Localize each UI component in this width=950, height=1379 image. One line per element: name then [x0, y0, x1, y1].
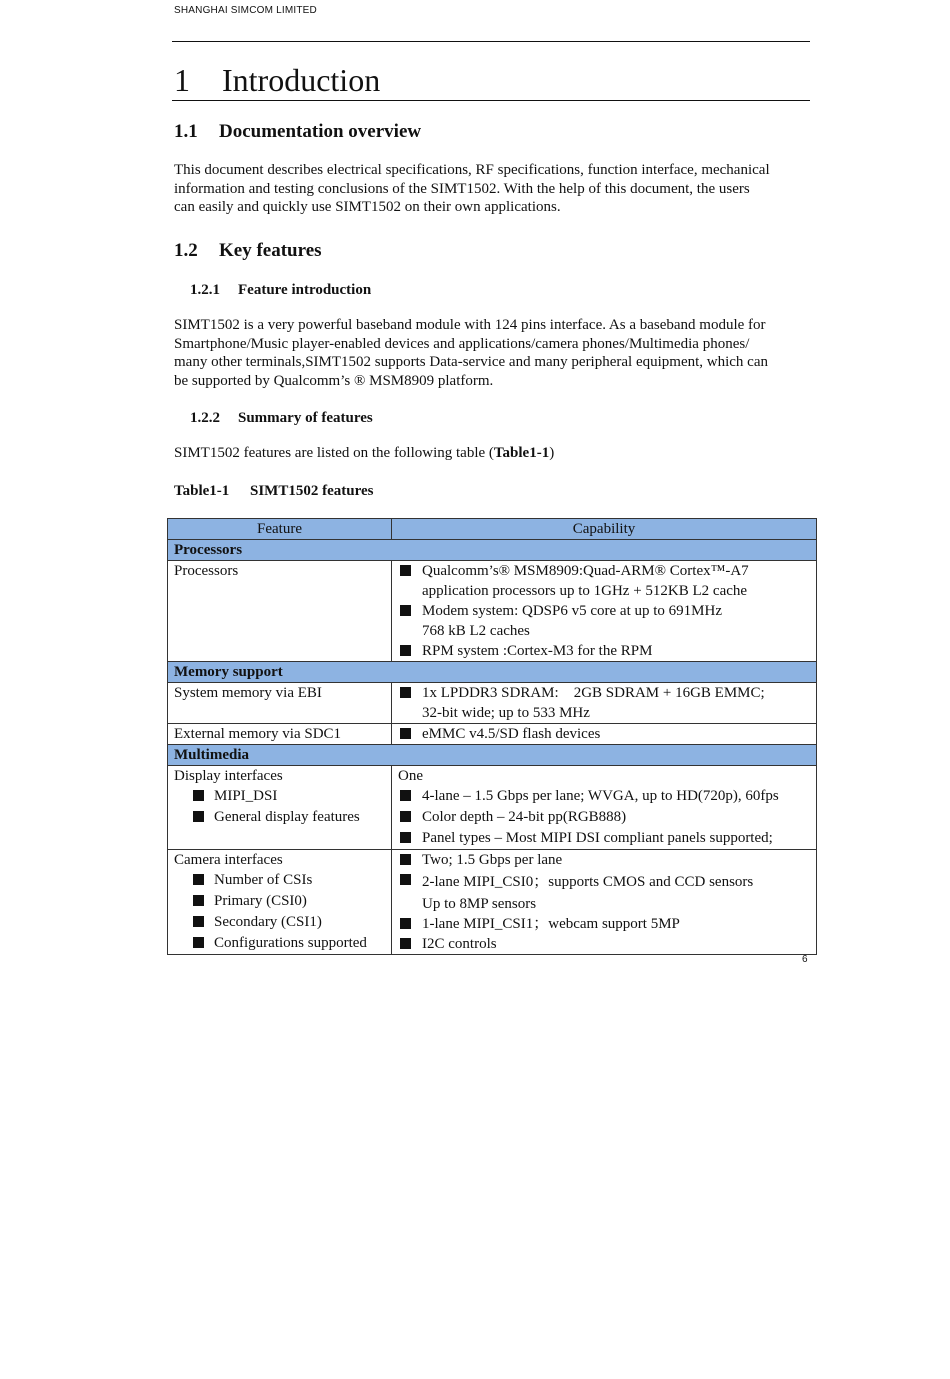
feature-sub-item: Configurations supported	[174, 933, 385, 954]
feature-sub-item: Primary (CSI0)	[174, 891, 385, 912]
summary-intro	[174, 444, 814, 463]
feature-sub-item: MIPI_DSI	[174, 786, 385, 807]
summary-intro-line	[174, 444, 814, 463]
feature-cell: System memory via EBI	[168, 683, 392, 724]
subsection-title: Summary of features	[238, 410, 373, 426]
subsection-title: Feature introduction	[238, 282, 372, 298]
table-row-sdc1	[168, 724, 817, 745]
intro-text-end: )	[549, 445, 555, 461]
paragraph-line: SIMT1502 is a very powerful baseband module with 124 pins interface. As a baseband module for	[174, 317, 766, 333]
section-title: Key features	[219, 240, 322, 261]
section-label: Memory support	[168, 662, 817, 683]
table-row-processors	[168, 561, 817, 662]
section-number: 1.2	[174, 240, 198, 261]
feature-cell	[168, 850, 392, 955]
chapter-heading	[174, 60, 380, 100]
feature-sub-item: Secondary (CSI1)	[174, 912, 385, 933]
intro-text: SIMT1502 features are listed on the following table (	[174, 445, 494, 461]
table-header-row	[168, 519, 817, 540]
chapter-number: 1	[174, 62, 190, 98]
bullet-item: Two; 1.5 Gbps per lane	[398, 850, 810, 870]
capability-cell	[392, 683, 817, 724]
bullet-item: Color depth – 24-bit pp(RGB888)	[398, 807, 810, 828]
bullet-item: 1-lane MIPI_CSI1；webcam support 5MP	[398, 914, 810, 934]
table-caption-title: SIMT1502 features	[250, 483, 374, 499]
bullet-continuation: Up to 8MP sensors	[422, 896, 537, 912]
page-number: 6	[802, 954, 808, 965]
overview-paragraph	[174, 161, 814, 217]
paragraph-line: be supported by Qualcomm’s ® MSM8909 platform.	[174, 372, 494, 389]
table-row-ebi	[168, 683, 817, 724]
capability-cell	[392, 766, 817, 850]
chapter-rule	[172, 100, 810, 101]
feature-label: Camera interfaces	[174, 852, 283, 868]
table-reference: Table1-1	[493, 445, 550, 461]
feature-cell	[168, 766, 392, 850]
section-label: Processors	[168, 540, 817, 561]
table-row-display	[168, 766, 817, 850]
bullet-continuation: 32-bit wide; up to 533 MHz	[422, 705, 590, 721]
bullet-item: 2-lane MIPI_CSI0；supports CMOS and CCD sensors	[398, 870, 810, 894]
bullet-item: RPM system :Cortex-M3 for the RPM	[398, 641, 810, 661]
subsection-number: 1.2.1	[190, 282, 220, 298]
bullet-item: I2C controls	[398, 934, 810, 954]
table-row-camera	[168, 850, 817, 955]
chapter-title: Introduction	[222, 62, 381, 98]
bullet-continuation: application processors up to 1GHz + 512KB L2 cache	[422, 583, 748, 599]
feature-cell: Processors	[168, 561, 392, 662]
bullet-item: Qualcomm’s® MSM8909:Quad-ARM® Cortex™-A7	[398, 561, 810, 581]
bullet-item: eMMC v4.5/SD flash devices	[398, 724, 810, 744]
subsection-heading-1-2-2	[190, 408, 373, 428]
section-row-processors	[168, 540, 817, 561]
feature-sub-item: Number of CSIs	[174, 870, 385, 891]
paragraph-line: many other terminals,SIMT1502 supports Data-service and many peripheral equipment, which can	[174, 354, 768, 370]
paragraph-line: Smartphone/Music player-enabled devices and applications/camera phones/Multimedia phones/	[174, 335, 750, 352]
header-rule	[172, 41, 810, 42]
running-header: SHANGHAI SIMCOM LIMITED	[174, 5, 317, 16]
paragraph-line: This document describes electrical specifications, RF specifications, function interface, mechanical	[174, 162, 770, 178]
table-caption-number: Table1-1	[174, 483, 230, 499]
section-number: 1.1	[174, 121, 198, 142]
header-feature: Feature	[168, 519, 392, 540]
bullet-item: 1x LPDDR3 SDRAM: 2GB SDRAM + 16GB EMMC;	[398, 683, 810, 703]
paragraph-line: can easily and quickly use SIMT1502 on their own applications.	[174, 199, 561, 215]
section-title: Documentation overview	[219, 121, 422, 142]
capability-cell	[392, 724, 817, 745]
section-row-multimedia	[168, 745, 817, 766]
features-table	[167, 518, 817, 955]
table-caption	[174, 481, 373, 501]
feature-cell: External memory via SDC1	[168, 724, 392, 745]
bullet-item: Modem system: QDSP6 v5 core at up to 691MHz	[398, 601, 810, 621]
bullet-item: Panel types – Most MIPI DSI compliant panels supported;	[398, 828, 810, 849]
section-label: Multimedia	[168, 745, 817, 766]
section-heading-1-1	[174, 120, 421, 144]
subsection-heading-1-2-1	[190, 280, 371, 300]
section-row-memory	[168, 662, 817, 683]
bullet-item: 4-lane – 1.5 Gbps per lane; WVGA, up to HD(720p), 60fps	[398, 786, 810, 807]
capability-text: One	[398, 768, 423, 784]
feature-label: Display interfaces	[174, 768, 283, 784]
section-heading-1-2	[174, 239, 322, 263]
subsection-number: 1.2.2	[190, 410, 220, 426]
feature-sub-item: General display features	[174, 807, 385, 828]
feature-intro-paragraph	[174, 316, 814, 390]
capability-cell	[392, 561, 817, 662]
bullet-continuation: 768 kB L2 caches	[422, 623, 530, 639]
capability-cell	[392, 850, 817, 955]
paragraph-line: information and testing conclusions of the SIMT1502. With the help of this document, the users	[174, 180, 750, 197]
header-capability: Capability	[392, 519, 817, 540]
